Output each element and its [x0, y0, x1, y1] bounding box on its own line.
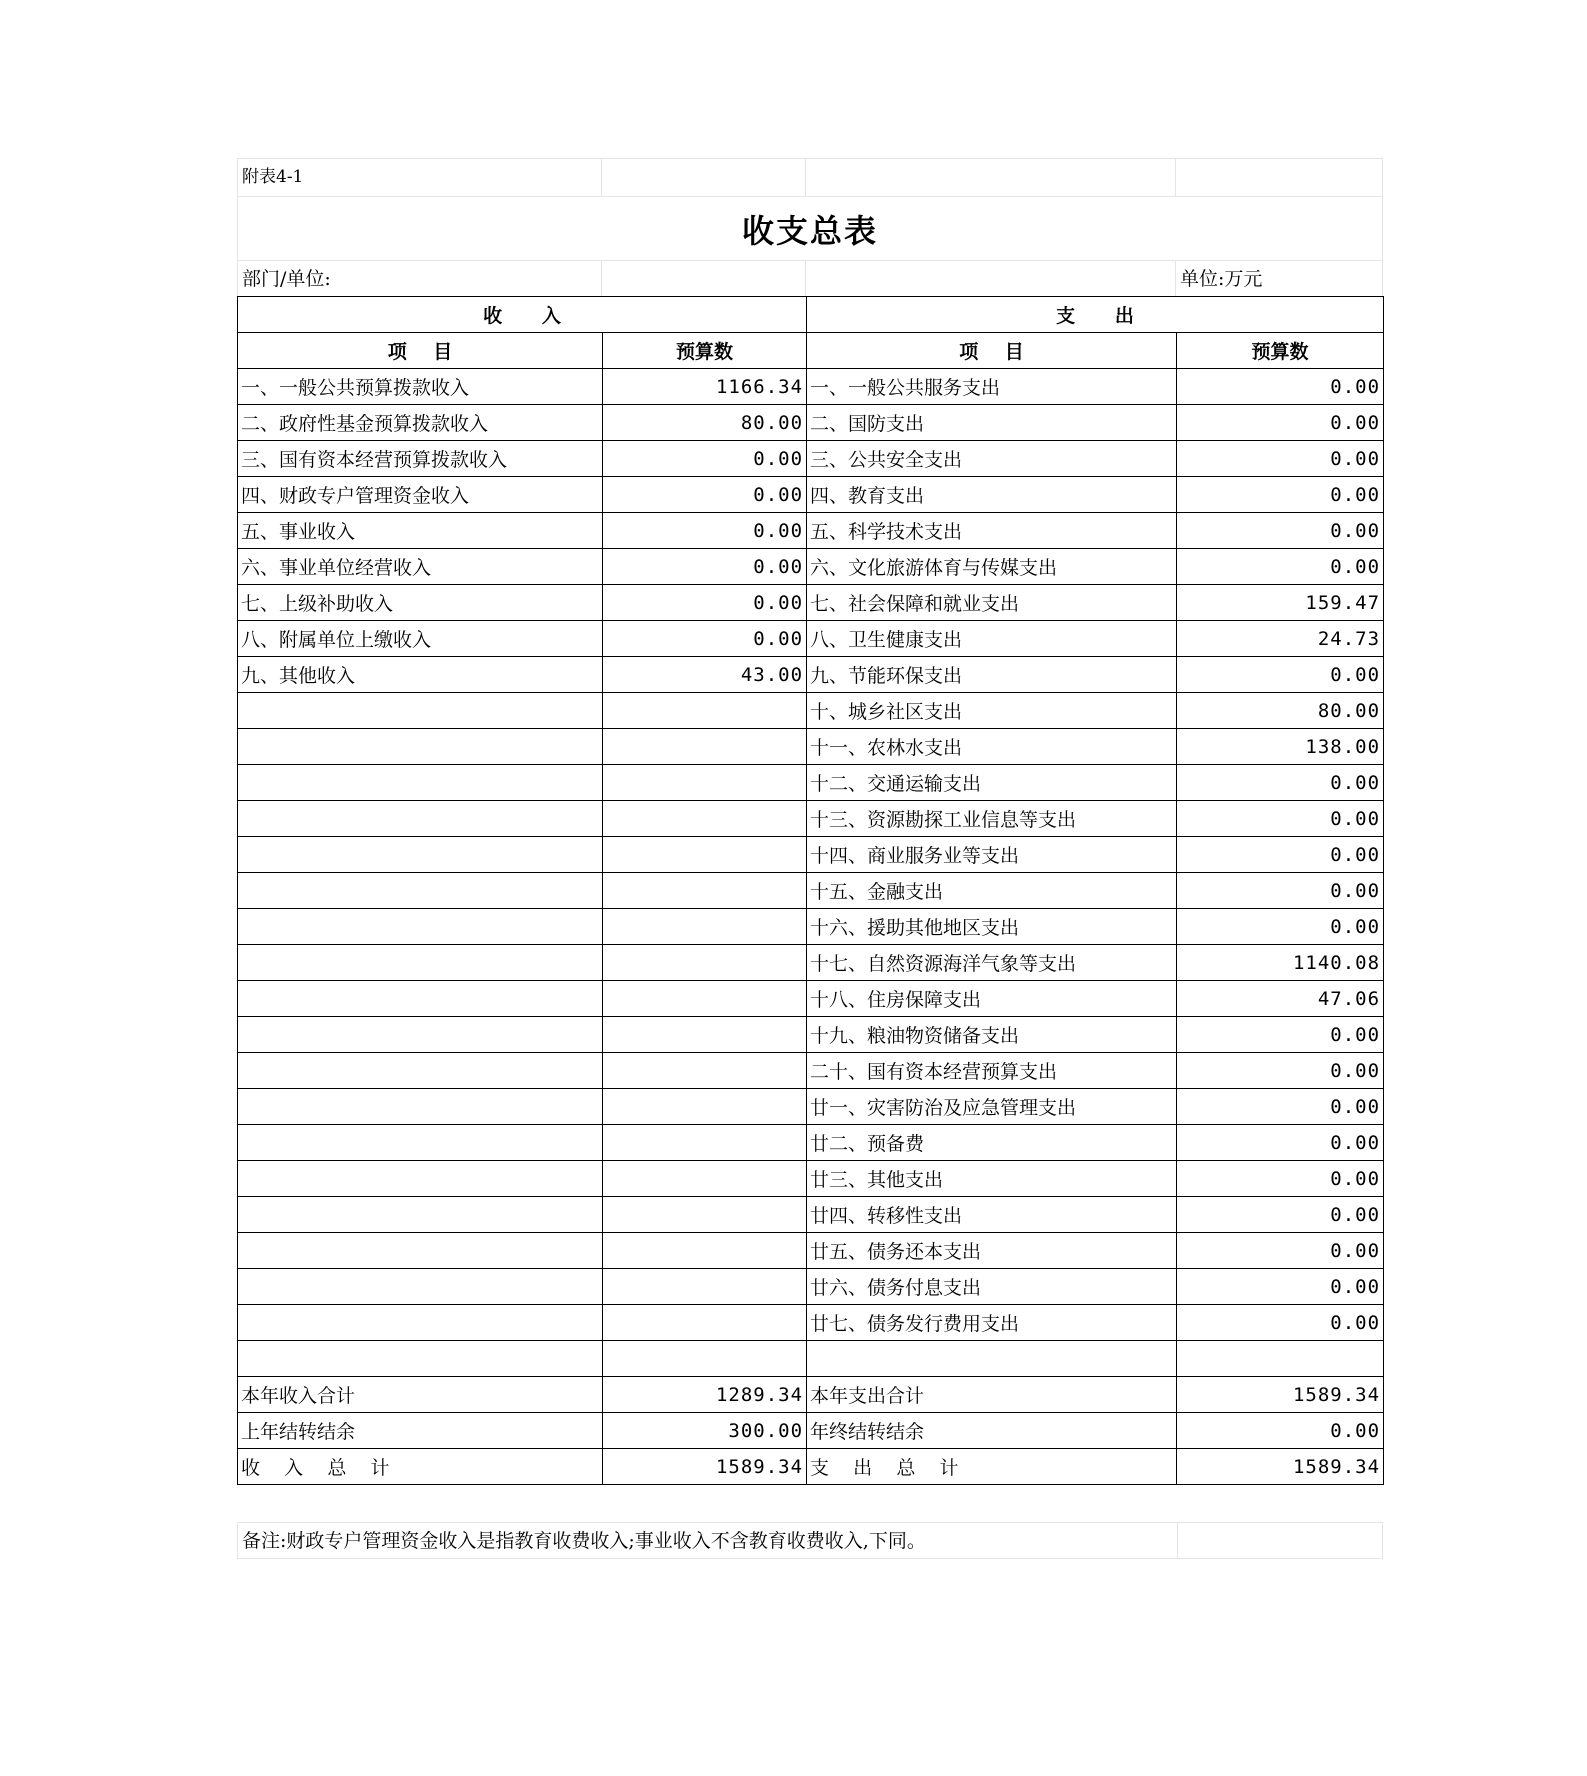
income-value-cell	[603, 1017, 807, 1053]
income-item-header: 项 目	[238, 333, 603, 369]
income-item-cell	[238, 1161, 603, 1197]
income-item-cell	[238, 1305, 603, 1341]
blank-cell	[1176, 159, 1383, 196]
income-value-cell: 0.00	[603, 585, 807, 621]
table-row	[238, 1305, 1384, 1341]
expense-item-cell	[807, 1341, 1177, 1377]
expense-value-cell: 0.00	[1177, 1125, 1384, 1161]
income-value-cell: 0.00	[603, 441, 807, 477]
table-row	[238, 729, 1384, 765]
income-value-cell: 43.00	[603, 657, 807, 693]
expense-value-cell: 0.00	[1177, 1089, 1384, 1125]
table-row	[238, 1413, 1384, 1449]
table-number-row	[237, 158, 1383, 196]
income-item-cell: 六、事业单位经营收入	[238, 549, 603, 585]
income-value-cell: 0.00	[603, 621, 807, 657]
expense-item-cell: 十、城乡社区支出	[807, 693, 1177, 729]
income-item-cell: 三、国有资本经营预算拨款收入	[238, 441, 603, 477]
table-row	[238, 1197, 1384, 1233]
income-value-cell	[603, 873, 807, 909]
income-value-cell	[603, 1197, 807, 1233]
expense-item-cell: 廿五、债务还本支出	[807, 1233, 1177, 1269]
income-value-cell	[603, 1233, 807, 1269]
note-row	[237, 1522, 1383, 1559]
expense-item-cell: 本年支出合计	[807, 1377, 1177, 1413]
expense-item-cell: 支 出 总 计	[807, 1449, 1177, 1485]
table-row	[238, 441, 1384, 477]
table-row	[238, 1125, 1384, 1161]
expense-value-cell: 0.00	[1177, 657, 1384, 693]
income-value-cell	[603, 1053, 807, 1089]
income-item-cell: 九、其他收入	[238, 657, 603, 693]
income-value-cell: 1589.34	[603, 1449, 807, 1485]
income-value-cell	[603, 765, 807, 801]
expense-item-cell: 廿二、预备费	[807, 1125, 1177, 1161]
income-value-cell: 0.00	[603, 549, 807, 585]
table-row	[238, 765, 1384, 801]
income-item-cell	[238, 837, 603, 873]
income-expense-table	[237, 296, 1384, 1485]
income-item-cell	[238, 1089, 603, 1125]
income-item-cell	[238, 909, 603, 945]
blank-cell	[602, 159, 806, 196]
expense-item-cell: 二十、国有资本经营预算支出	[807, 1053, 1177, 1089]
table-row	[238, 1053, 1384, 1089]
expense-value-cell: 0.00	[1177, 405, 1384, 441]
income-budget-header: 预算数	[603, 333, 807, 369]
income-value-cell	[603, 837, 807, 873]
income-item-cell	[238, 945, 603, 981]
expense-value-cell: 0.00	[1177, 549, 1384, 585]
income-value-cell	[603, 729, 807, 765]
table-number: 附表4-1	[237, 159, 602, 196]
table-row	[238, 1341, 1384, 1377]
blank-cell	[1177, 1523, 1383, 1558]
expense-value-cell: 24.73	[1177, 621, 1384, 657]
expense-value-cell: 1140.08	[1177, 945, 1384, 981]
income-item-cell	[238, 1341, 603, 1377]
income-item-cell	[238, 1233, 603, 1269]
income-value-cell	[603, 909, 807, 945]
budget-sheet	[237, 158, 1383, 1559]
income-item-cell	[238, 1017, 603, 1053]
table-row	[238, 585, 1384, 621]
expense-value-cell: 0.00	[1177, 369, 1384, 405]
expense-value-cell: 159.47	[1177, 585, 1384, 621]
income-value-cell	[603, 1305, 807, 1341]
table-row	[238, 1017, 1384, 1053]
table-row	[238, 801, 1384, 837]
income-value-cell	[603, 693, 807, 729]
income-item-cell: 八、附属单位上缴收入	[238, 621, 603, 657]
expense-item-cell: 廿一、灾害防治及应急管理支出	[807, 1089, 1177, 1125]
table-row	[238, 477, 1384, 513]
table-row	[238, 945, 1384, 981]
income-value-cell	[603, 801, 807, 837]
footnote: 备注:财政专户管理资金收入是指教育收费收入;事业收入不含教育收费收入,下同。	[237, 1523, 1177, 1558]
expense-item-cell: 九、节能环保支出	[807, 657, 1177, 693]
expense-value-cell: 1589.34	[1177, 1449, 1384, 1485]
income-value-cell	[603, 1341, 807, 1377]
income-value-cell: 0.00	[603, 513, 807, 549]
income-item-cell	[238, 1269, 603, 1305]
department-label: 部门/单位:	[237, 261, 602, 296]
expense-value-cell: 0.00	[1177, 1413, 1384, 1449]
income-item-cell	[238, 693, 603, 729]
expense-value-cell: 0.00	[1177, 765, 1384, 801]
expense-value-cell: 138.00	[1177, 729, 1384, 765]
income-item-cell	[238, 1053, 603, 1089]
income-value-cell: 1166.34	[603, 369, 807, 405]
income-item-cell: 五、事业收入	[238, 513, 603, 549]
expense-item-cell: 二、国防支出	[807, 405, 1177, 441]
expense-item-cell: 十一、农林水支出	[807, 729, 1177, 765]
income-value-cell	[603, 1269, 807, 1305]
table-row	[238, 513, 1384, 549]
table-row	[238, 693, 1384, 729]
table-row	[238, 873, 1384, 909]
expense-item-cell: 十七、自然资源海洋气象等支出	[807, 945, 1177, 981]
income-group-header: 收 入	[238, 297, 807, 333]
expense-item-cell: 十六、援助其他地区支出	[807, 909, 1177, 945]
income-item-cell: 一、一般公共预算拨款收入	[238, 369, 603, 405]
expense-value-cell: 47.06	[1177, 981, 1384, 1017]
meta-row	[237, 260, 1383, 296]
income-item-cell	[238, 729, 603, 765]
expense-item-cell: 四、教育支出	[807, 477, 1177, 513]
table-row	[238, 837, 1384, 873]
table-row	[238, 1161, 1384, 1197]
income-item-cell	[238, 801, 603, 837]
blank-cell	[806, 261, 1176, 296]
table-row	[238, 621, 1384, 657]
expense-item-cell: 五、科学技术支出	[807, 513, 1177, 549]
blank-cell	[602, 261, 806, 296]
expense-item-cell: 十五、金融支出	[807, 873, 1177, 909]
income-value-cell: 1289.34	[603, 1377, 807, 1413]
table-row	[238, 1089, 1384, 1125]
expense-value-cell: 0.00	[1177, 1053, 1384, 1089]
expense-value-cell: 80.00	[1177, 693, 1384, 729]
expense-group-header: 支 出	[807, 297, 1384, 333]
expense-value-cell: 1589.34	[1177, 1377, 1384, 1413]
income-value-cell	[603, 1089, 807, 1125]
expense-value-cell: 0.00	[1177, 801, 1384, 837]
title-row	[237, 196, 1383, 260]
expense-value-cell: 0.00	[1177, 1269, 1384, 1305]
expense-value-cell: 0.00	[1177, 1017, 1384, 1053]
table-row	[238, 1269, 1384, 1305]
income-item-cell: 七、上级补助收入	[238, 585, 603, 621]
expense-item-cell: 廿四、转移性支出	[807, 1197, 1177, 1233]
income-value-cell: 0.00	[603, 477, 807, 513]
expense-value-cell: 0.00	[1177, 1161, 1384, 1197]
group-header-row	[238, 297, 1384, 333]
table-row	[238, 909, 1384, 945]
column-header-row	[238, 333, 1384, 369]
expense-value-cell: 0.00	[1177, 837, 1384, 873]
income-item-cell	[238, 1125, 603, 1161]
page-title: 收支总表	[741, 211, 878, 250]
expense-item-cell: 年终结转结余	[807, 1413, 1177, 1449]
expense-value-cell: 0.00	[1177, 909, 1384, 945]
table-row	[238, 549, 1384, 585]
table-row	[238, 657, 1384, 693]
expense-item-cell: 廿三、其他支出	[807, 1161, 1177, 1197]
expense-item-cell: 六、文化旅游体育与传媒支出	[807, 549, 1177, 585]
expense-item-cell: 十三、资源勘探工业信息等支出	[807, 801, 1177, 837]
expense-item-cell: 廿七、债务发行费用支出	[807, 1305, 1177, 1341]
income-item-cell	[238, 765, 603, 801]
expense-value-cell: 0.00	[1177, 1305, 1384, 1341]
income-value-cell: 80.00	[603, 405, 807, 441]
table-row	[238, 405, 1384, 441]
income-item-cell: 上年结转结余	[238, 1413, 603, 1449]
expense-item-cell: 十四、商业服务业等支出	[807, 837, 1177, 873]
income-item-cell: 四、财政专户管理资金收入	[238, 477, 603, 513]
expense-item-cell: 一、一般公共服务支出	[807, 369, 1177, 405]
expense-item-cell: 七、社会保障和就业支出	[807, 585, 1177, 621]
table-row	[238, 981, 1384, 1017]
income-item-cell: 本年收入合计	[238, 1377, 603, 1413]
expense-item-cell: 八、卫生健康支出	[807, 621, 1177, 657]
income-value-cell	[603, 1125, 807, 1161]
income-item-cell	[238, 873, 603, 909]
expense-item-cell: 三、公共安全支出	[807, 441, 1177, 477]
income-item-cell	[238, 1197, 603, 1233]
income-item-cell: 收 入 总 计	[238, 1449, 603, 1485]
expense-budget-header: 预算数	[1177, 333, 1384, 369]
expense-value-cell: 0.00	[1177, 441, 1384, 477]
expense-value-cell: 0.00	[1177, 1197, 1384, 1233]
table-row	[238, 1449, 1384, 1485]
table-row	[238, 1377, 1384, 1413]
unit-label: 单位:万元	[1176, 261, 1383, 296]
expense-item-header: 项 目	[807, 333, 1177, 369]
income-item-cell: 二、政府性基金预算拨款收入	[238, 405, 603, 441]
income-item-cell	[238, 981, 603, 1017]
income-value-cell	[603, 1161, 807, 1197]
expense-value-cell: 0.00	[1177, 1233, 1384, 1269]
expense-value-cell: 0.00	[1177, 477, 1384, 513]
blank-cell	[806, 159, 1176, 196]
table-row	[238, 1233, 1384, 1269]
expense-value-cell: 0.00	[1177, 873, 1384, 909]
expense-item-cell: 廿六、债务付息支出	[807, 1269, 1177, 1305]
income-value-cell	[603, 981, 807, 1017]
income-value-cell	[603, 945, 807, 981]
expense-value-cell	[1177, 1341, 1384, 1377]
expense-value-cell: 0.00	[1177, 513, 1384, 549]
expense-item-cell: 十八、住房保障支出	[807, 981, 1177, 1017]
income-value-cell: 300.00	[603, 1413, 807, 1449]
expense-item-cell: 十九、粮油物资储备支出	[807, 1017, 1177, 1053]
table-row	[238, 369, 1384, 405]
expense-item-cell: 十二、交通运输支出	[807, 765, 1177, 801]
